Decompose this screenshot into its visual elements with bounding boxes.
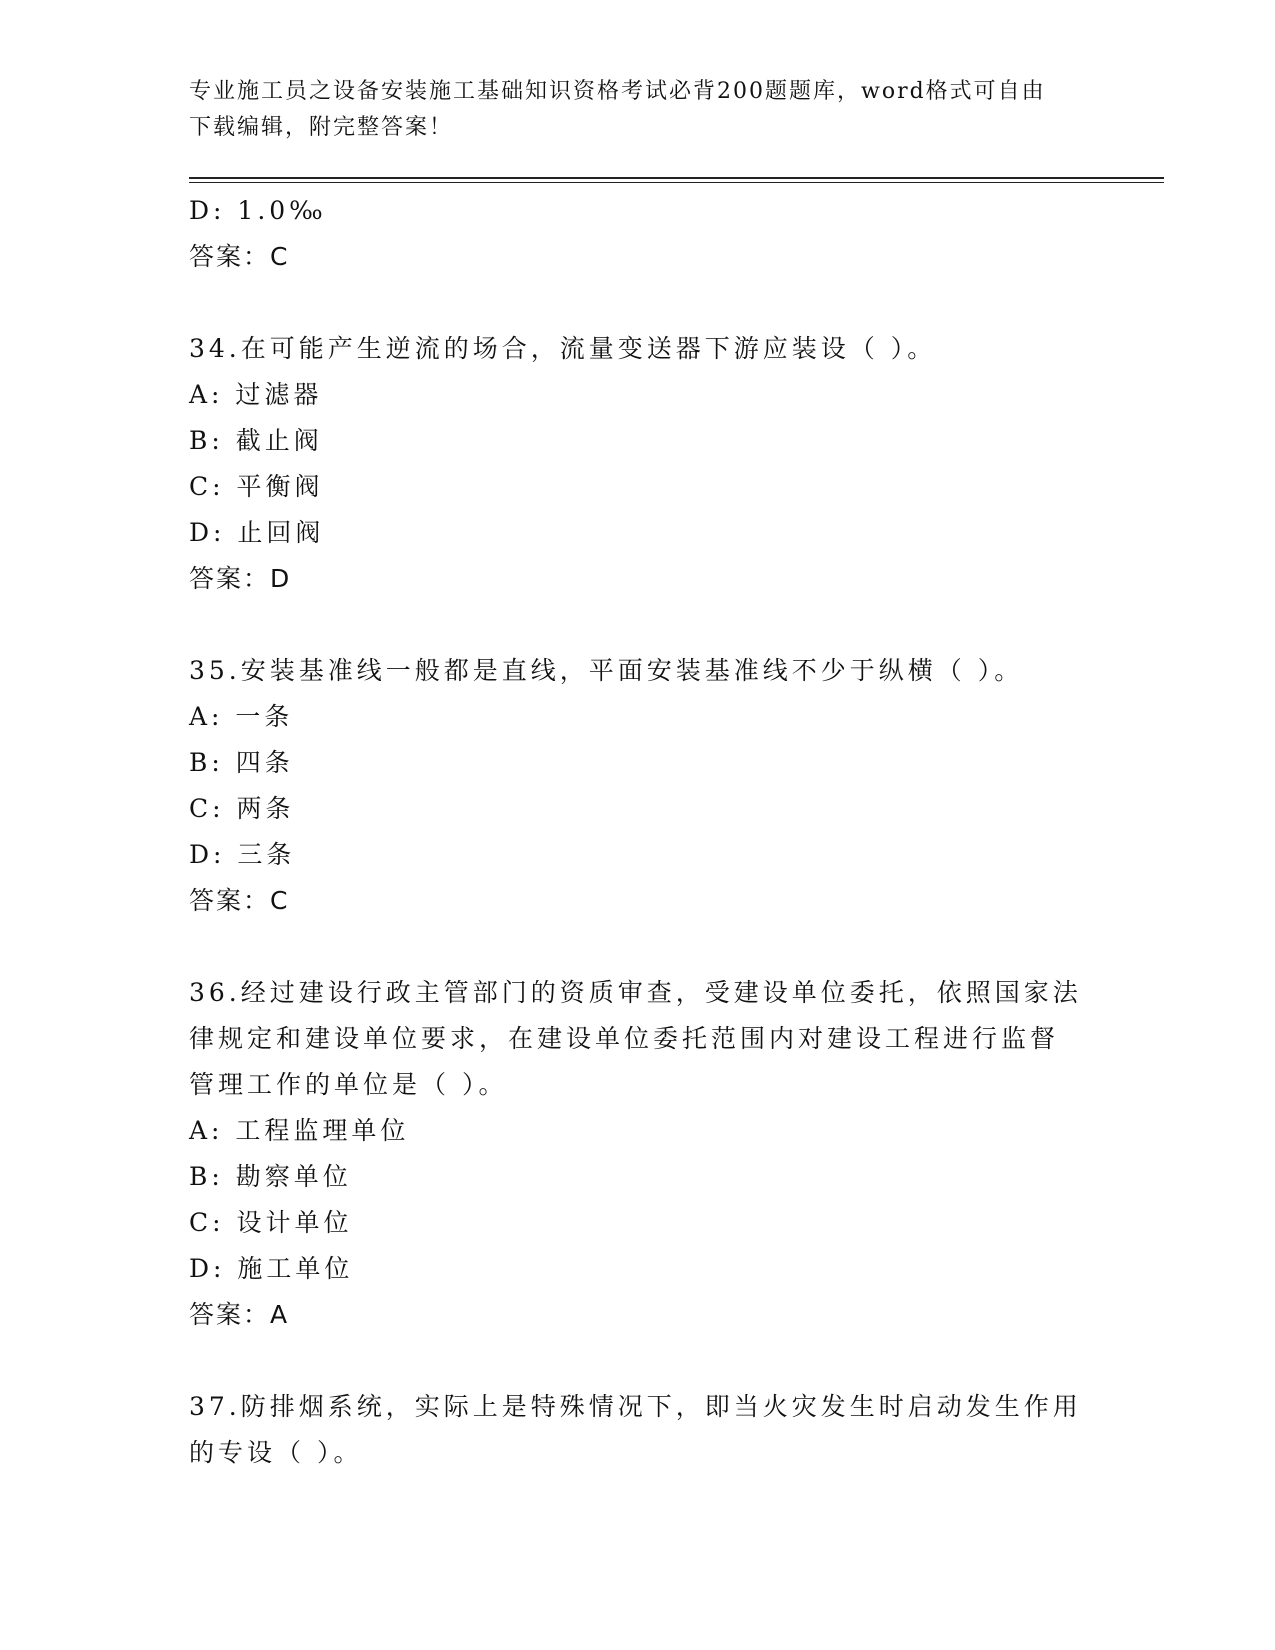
option-a: A: 工程监理单位 — [189, 1116, 410, 1145]
question-37 — [189, 1384, 1089, 1476]
option-b: B: 四条 — [189, 748, 294, 777]
question-stem-line-2: 律规定和建设单位要求，在建设单位委托范围内对建设工程进行监督 — [189, 1024, 1060, 1053]
option-c: C: 平衡阀 — [189, 472, 324, 501]
option-b: B: 截止阀 — [189, 426, 323, 455]
question-stem: 35.安装基准线一般都是直线，平面安装基准线不少于纵横（ ）。 — [189, 656, 1024, 685]
question-36 — [189, 970, 1089, 1338]
answer-line: 答案：D — [189, 564, 292, 593]
answer-line: 答案：C — [189, 242, 290, 271]
question-stem-line-3: 管理工作的单位是（ ）。 — [189, 1070, 508, 1099]
question-35 — [189, 648, 1089, 924]
question-stem-line-1: 36.经过建设行政主管部门的资质审查，受建设单位委托，依照国家法 — [189, 978, 1082, 1007]
header-title-line-2: 下载编辑，附完整答案！ — [189, 115, 454, 140]
question-stem-line-1: 37.防排烟系统，实际上是特殊情况下，即当火灾发生时启动发生作用 — [189, 1392, 1082, 1421]
header-title-line-1: 专业施工员之设备安装施工基础知识资格考试必背200题题库，word格式可自由 — [189, 79, 1046, 104]
option-d: D: 三条 — [189, 840, 296, 869]
option-d: D: 1.0‰ — [189, 196, 327, 225]
option-b: B: 勘察单位 — [189, 1162, 352, 1191]
question-stem-line-2: 的专设（ ）。 — [189, 1438, 363, 1467]
answer-line: 答案：A — [189, 1300, 290, 1329]
option-c: C: 两条 — [189, 794, 295, 823]
option-a: A: 一条 — [189, 702, 294, 731]
header-divider — [189, 177, 1164, 183]
option-a: A: 过滤器 — [189, 380, 323, 409]
option-d: D: 止回阀 — [189, 518, 325, 547]
question-34 — [189, 326, 1089, 602]
question-stem: 34.在可能产生逆流的场合，流量变送器下游应装设（ ）。 — [189, 334, 937, 363]
answer-line: 答案：C — [189, 886, 290, 915]
question-list — [189, 188, 1089, 1476]
option-d: D: 施工单位 — [189, 1254, 354, 1283]
option-c: C: 设计单位 — [189, 1208, 353, 1237]
document-header — [189, 74, 1079, 146]
